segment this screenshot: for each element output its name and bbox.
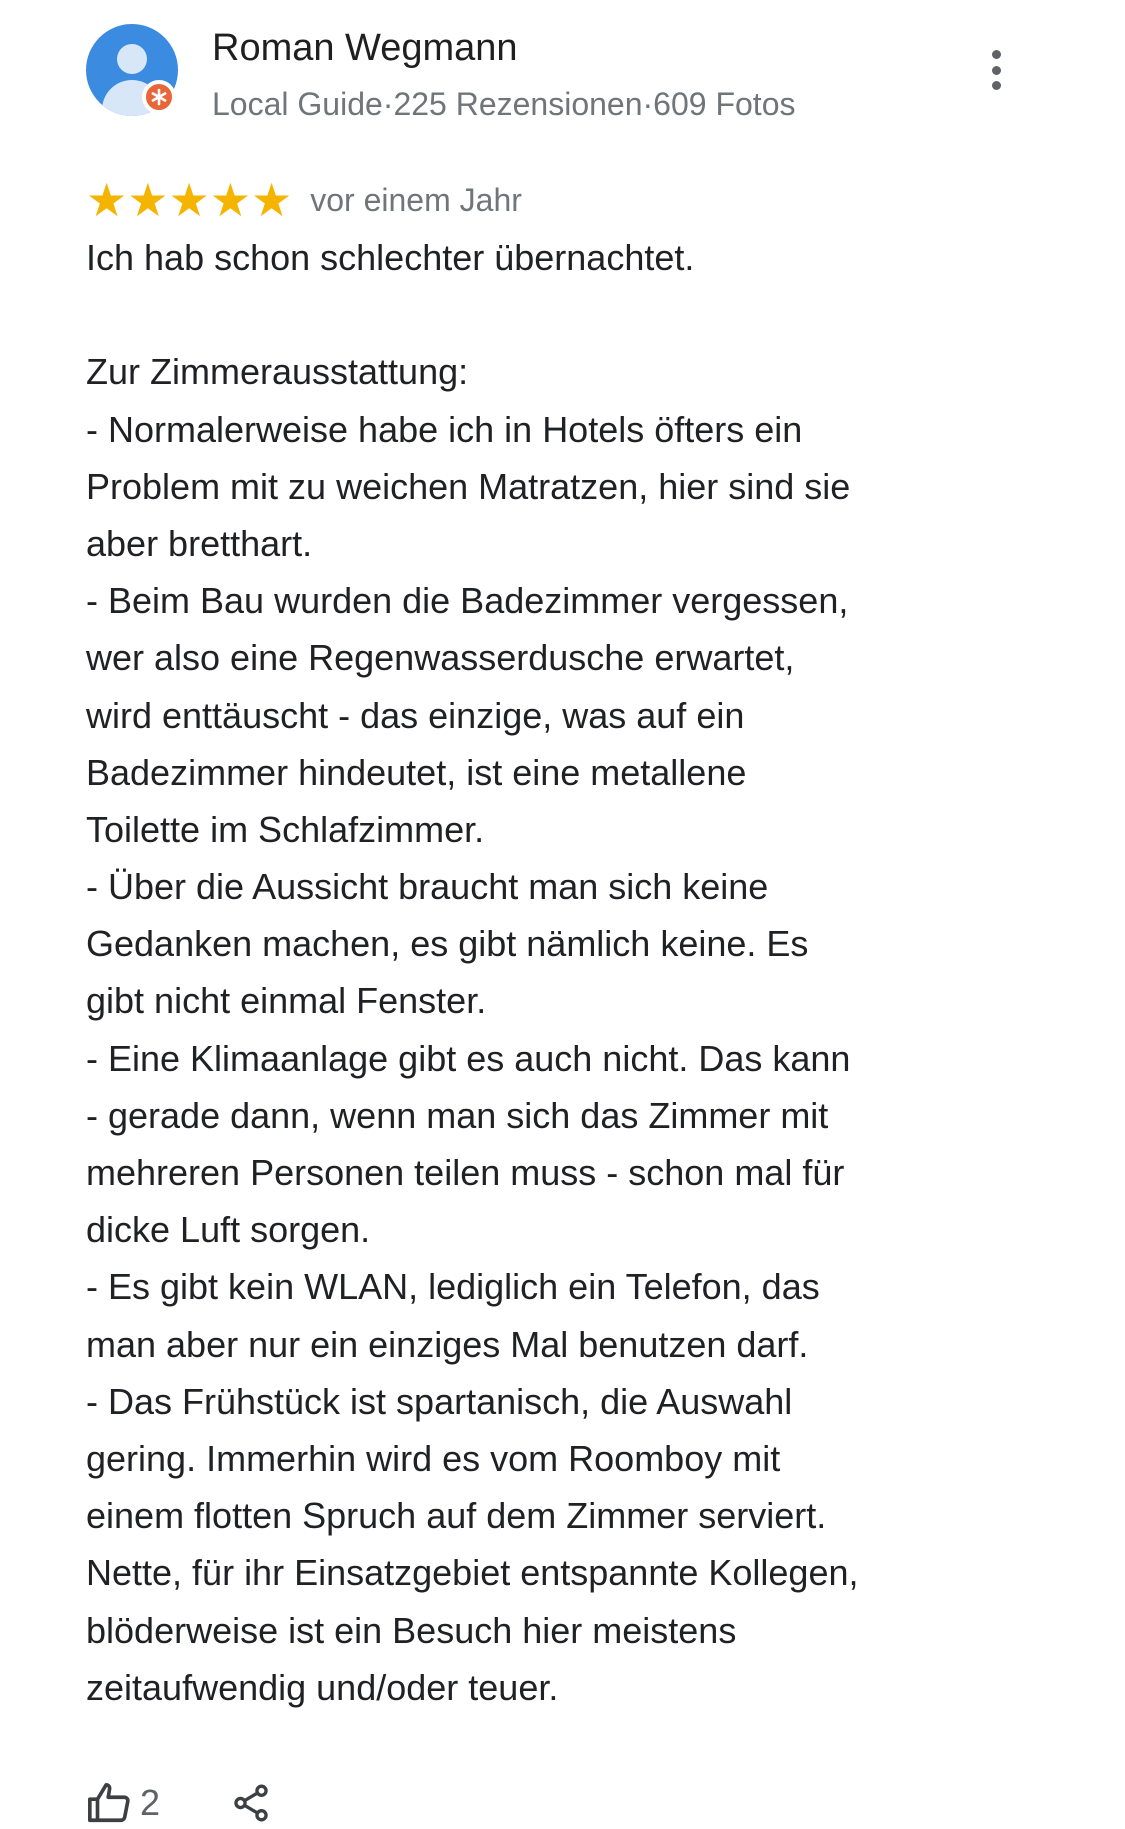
more-vert-icon-dot [992, 81, 1001, 90]
reviewer-name[interactable]: Roman Wegmann [212, 27, 518, 69]
review-line: - Über die Aussicht braucht man sich keine [86, 866, 769, 908]
review-line: gibt nicht einmal Fenster. [86, 980, 487, 1022]
review-line [86, 286, 1066, 343]
star-icon: ★ [127, 173, 169, 227]
review-line: Problem mit zu weichen Matratzen, hier sind sie [86, 465, 851, 507]
share-icon [230, 1781, 272, 1825]
review-line: Badezimmer hindeutet, ist eine metallene [86, 751, 747, 793]
thumbs-up-icon [86, 1780, 132, 1826]
review-line: Nette, für ihr Einsatzgebiet entspannte Kollegen, [86, 1552, 859, 1594]
review-line: zeitaufwendig und/oder teuer. [86, 1666, 559, 1708]
star-icon: ★ [209, 173, 251, 227]
more-options-button[interactable] [976, 44, 1016, 96]
review-line: Zur Zimmerausstattung: [86, 351, 469, 393]
review-line: mehreren Personen teilen muss - schon mal für [86, 1152, 845, 1193]
review-actions [86, 1778, 272, 1828]
review-line: - Das Frühstück ist spartanisch, die Auswahl [86, 1380, 793, 1422]
review-line: blöderweise ist ein Besuch hier meistens [86, 1609, 737, 1651]
review-date: vor einem Jahr [310, 181, 522, 218]
review-line: wer also eine Regenwasserdusche erwartet, [86, 637, 795, 679]
review-line: - Es gibt kein WLAN, lediglich ein Telefon, das [86, 1266, 820, 1308]
avatar-head-shape [117, 44, 147, 74]
review-text [86, 229, 1066, 1716]
share-button[interactable] [230, 1781, 272, 1825]
rating-row [86, 173, 522, 227]
review-line: gering. Immerhin wird es vom Roomboy mit [86, 1437, 781, 1479]
review-line: aber bretthart. [86, 522, 313, 564]
like-count: 2 [140, 1782, 161, 1823]
review-line: - Eine Klimaanlage gibt es auch nicht. Das kann [86, 1037, 851, 1079]
review-line: wird enttäuscht - das einzige, was auf ein [86, 694, 745, 736]
review-line: einem flotten Spruch auf dem Zimmer serviert. [86, 1495, 827, 1537]
more-vert-icon-dot [992, 66, 1001, 75]
review-line: - gerade dann, wenn man sich das Zimmer mit [86, 1094, 829, 1136]
star-icon: ★ [168, 173, 210, 227]
review-line: - Normalerweise habe ich in Hotels öfters ein [86, 408, 803, 450]
star-icon: ★ [251, 173, 293, 227]
asterisk-icon [150, 88, 168, 106]
review-line: Ich hab schon schlechter übernachtet. [86, 237, 695, 278]
like-button[interactable] [86, 1780, 160, 1826]
review-line: Gedanken machen, es gibt nämlich keine. Es [86, 923, 809, 965]
review-line: man aber nur ein einziges Mal benutzen darf. [86, 1323, 809, 1365]
star-icon: ★ [86, 173, 128, 227]
star-rating [86, 173, 293, 227]
reviewer-meta[interactable]: Local Guide·225 Rezensionen·609 Fotos [212, 86, 796, 122]
local-guide-badge-icon [142, 80, 176, 114]
more-vert-icon [992, 50, 1001, 59]
review-line: dicke Luft sorgen. [86, 1209, 371, 1251]
review-line: Toilette im Schlafzimmer. [86, 808, 485, 850]
review-line: - Beim Bau wurden die Badezimmer vergessen, [86, 580, 849, 622]
